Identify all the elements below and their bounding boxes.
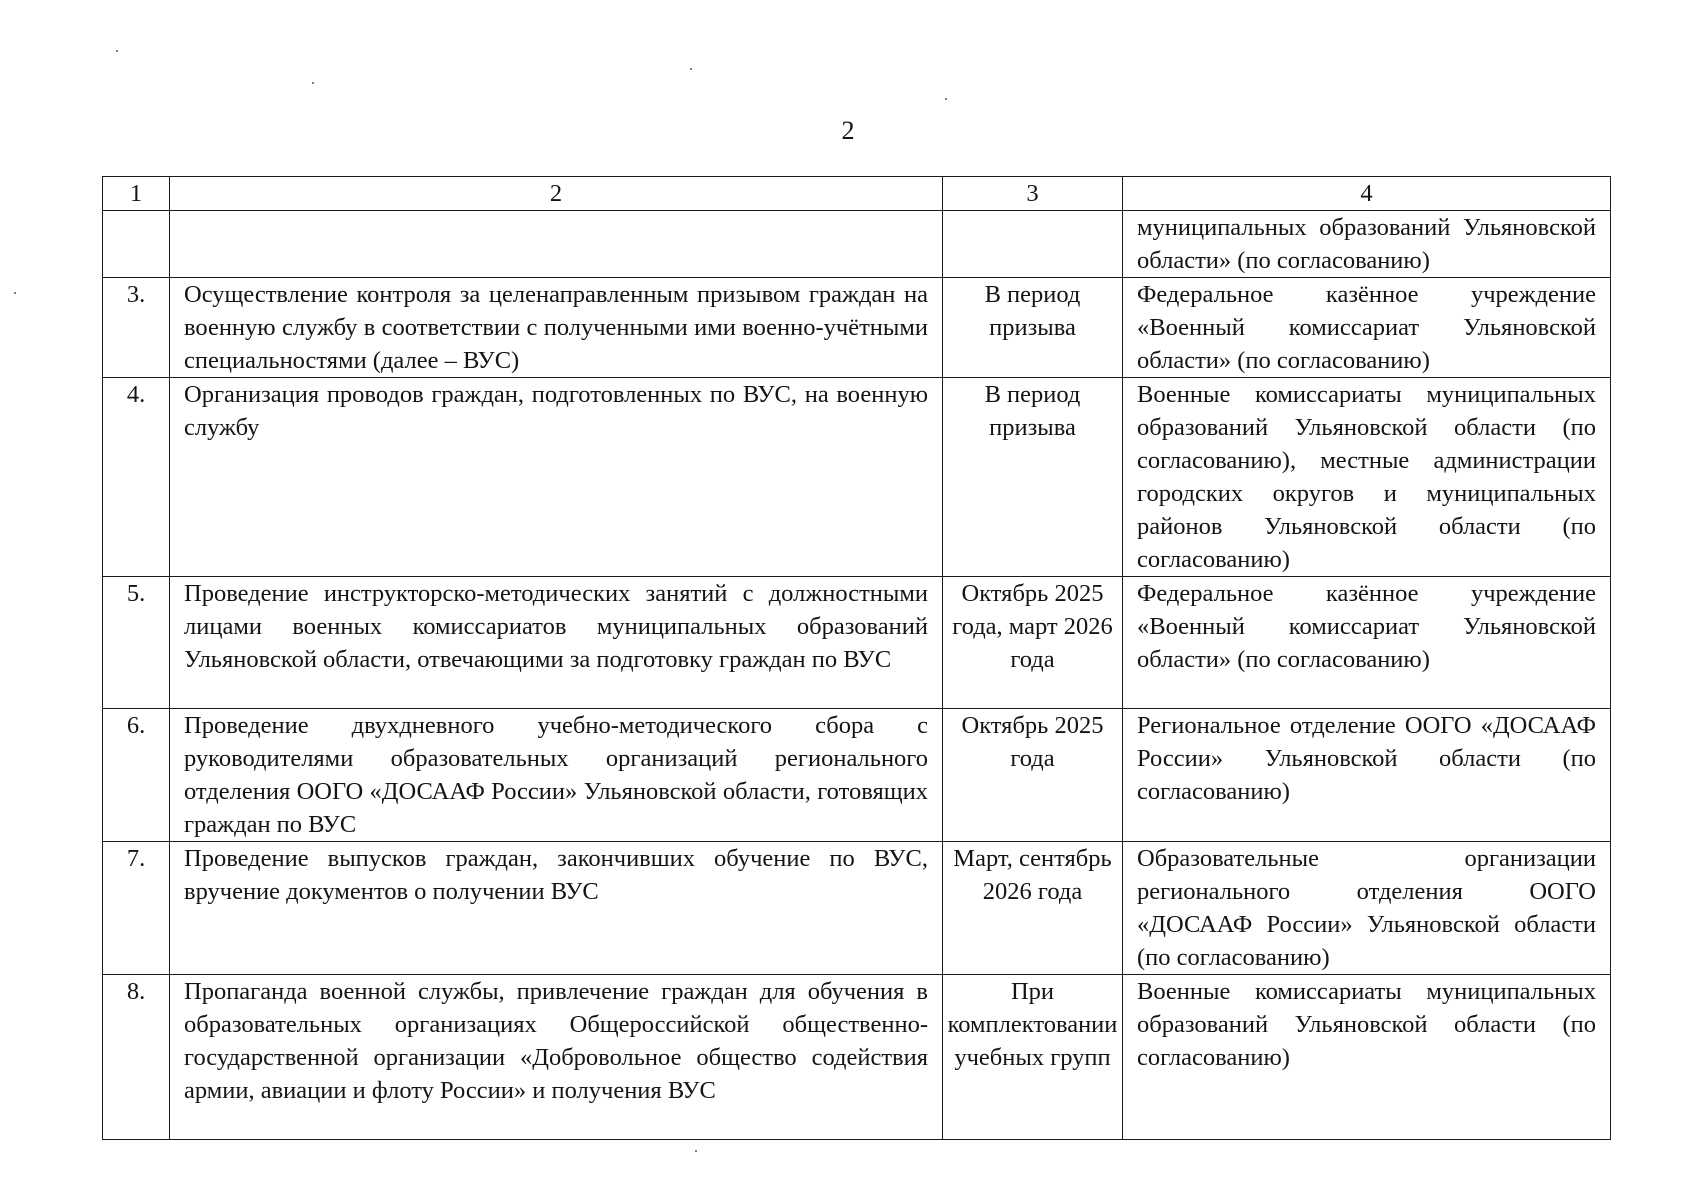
row-action: Осуществление контроля за целенаправленным призывом граждан на военную службу в соответствии с полученными ими военно-учётными специальностями (далее – ВУС)	[170, 278, 943, 378]
row-responsible: Военные комиссариаты муниципальных образований Ульяновской области (по согласованию)	[1123, 975, 1611, 1140]
table-row	[103, 378, 1611, 577]
header-cell-term: 3	[943, 177, 1123, 211]
scan-speck	[690, 68, 692, 70]
row-term: Март, сентябрь 2026 года	[943, 842, 1123, 975]
scan-speck	[14, 292, 16, 294]
row-responsible: Федеральное казённое учреждение «Военный комиссариат Ульяновской области» (по согласованию)	[1123, 577, 1611, 709]
row-term: В период призыва	[943, 278, 1123, 378]
table-row	[103, 211, 1611, 278]
row-number: 5.	[103, 577, 170, 709]
plan-table	[102, 176, 1611, 1140]
row-action: Организация проводов граждан, подготовленных по ВУС, на военную службу	[170, 378, 943, 577]
row-term: При комплектовании учебных групп	[943, 975, 1123, 1140]
row-action: Проведение выпусков граждан, закончивших обучение по ВУС, вручение документов о получении ВУС	[170, 842, 943, 975]
row-action: Проведение инструкторско-методических занятий с должностными лицами военных комиссариатов муниципальных образований Ульяновской области, отвечающими за подготовку граждан по ВУС	[170, 577, 943, 709]
row-term	[943, 211, 1123, 278]
header-cell-action: 2	[170, 177, 943, 211]
table-row	[103, 709, 1611, 842]
table-row	[103, 577, 1611, 709]
row-responsible: муниципальных образований Ульяновской области» (по согласованию)	[1123, 211, 1611, 278]
row-term: Октябрь 2025 года, март 2026 года	[943, 577, 1123, 709]
scan-speck	[695, 1150, 697, 1152]
row-responsible: Военные комиссариаты муниципальных образований Ульяновской области (по согласованию), местные администрации городских округов и муниципальных районов Ульяновской области (по согласованию)	[1123, 378, 1611, 577]
row-responsible: Федеральное казённое учреждение «Военный комиссариат Ульяновской области» (по согласованию)	[1123, 278, 1611, 378]
table-row	[103, 278, 1611, 378]
row-term: Октябрь 2025 года	[943, 709, 1123, 842]
row-number: 6.	[103, 709, 170, 842]
scan-speck	[945, 98, 947, 100]
row-number	[103, 211, 170, 278]
row-responsible: Региональное отделение ООГО «ДОСААФ России» Ульяновской области (по согласованию)	[1123, 709, 1611, 842]
row-number: 3.	[103, 278, 170, 378]
row-term: В период призыва	[943, 378, 1123, 577]
row-number: 8.	[103, 975, 170, 1140]
table-row	[103, 975, 1611, 1140]
row-responsible: Образовательные организации регионального отделения ООГО «ДОСААФ России» Ульяновской области (по согласованию)	[1123, 842, 1611, 975]
table-row	[103, 842, 1611, 975]
header-cell-responsible: 4	[1123, 177, 1611, 211]
row-number: 4.	[103, 378, 170, 577]
row-number: 7.	[103, 842, 170, 975]
scan-speck	[312, 82, 314, 84]
row-action	[170, 211, 943, 278]
row-action: Проведение двухдневного учебно-методического сбора с руководителями образовательных организаций регионального отделения ООГО «ДОСААФ России» Ульяновской области, готовящих граждан по ВУС	[170, 709, 943, 842]
row-action: Пропаганда военной службы, привлечение граждан для обучения в образовательных организациях Общероссийской общественно-государственной организации «Добровольное общество содействия армии, авиации и флоту России» и получения ВУС	[170, 975, 943, 1140]
scan-speck	[116, 50, 118, 52]
table-header-row	[103, 177, 1611, 211]
header-cell-number: 1	[103, 177, 170, 211]
page-number: 2	[841, 116, 855, 145]
